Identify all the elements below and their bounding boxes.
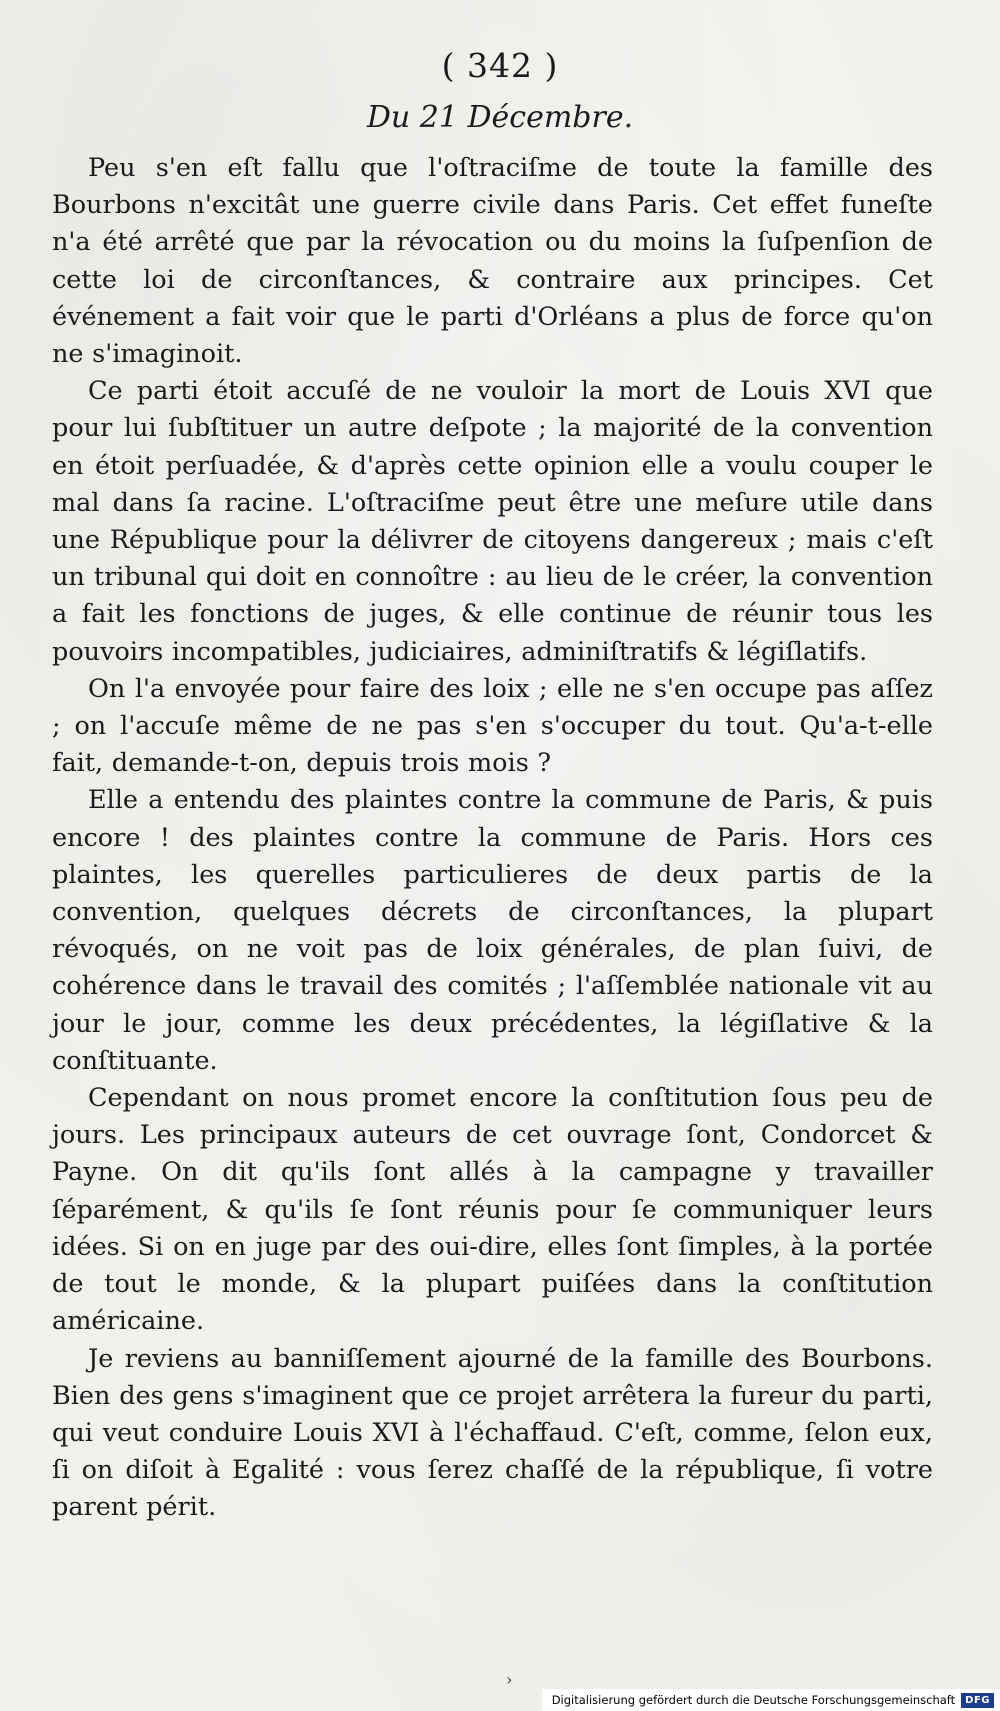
paragraph: Elle a entendu des plaintes contre la commune de Paris, & puis encore ! des plaintes contre la commune de Paris. Hors ces plaintes, les querelles particulieres de deux partis de la convention, quelques décrets de circonſtances, la plupart révoqués, on ne voit pas de loix générales, de plan ſuivi, de cohérence dans le travail des comités ; l'aſſemblée nationale vit au jour le jour, comme les deux précédentes, la légiſlative & la conſtituante. <box>52 785 933 1076</box>
paragraph: Ce parti étoit accuſé de ne vouloir la mort de Louis XVI que pour lui ſubſtituer un autre deſpote ; la majorité de la convention en étoit perſuadée, & d'après cette opinion elle a voulu couper le mal dans ſa racine. L'oſtraciſme peut être une meſure utile dans une République pour la délivrer de citoyens dangereux ; mais c'eſt un tribunal qui doit en connoître : au lieu de le créer, la convention a fait les fonctions de juges, & elle continue de réunir tous les pouvoirs incompatibles, judiciaires, adminiſtratifs & légiſlatifs. <box>52 376 933 667</box>
paragraph: Peu s'en eſt fallu que l'oſtraciſme de toute la famille des Bourbons n'excitât une guerre civile dans Paris. Cet effet funeſte n'a été arrêté que par la révocation ou du moins la ſuſpenſion de cette loi de circonſtances, & contraire aux principes. Cet événement a fait voir que le parti d'Orléans a plus de force qu'on ne s'imaginoit. <box>52 153 933 370</box>
paragraph: Cependant on nous promet encore la conſtitution ſous peu de jours. Les principaux auteurs de cet ouvrage ſont, Condorcet & Payne. On dit qu'ils ſont allés à la campagne y travailler ſéparément, & qu'ils ſe ſont réunis pour ſe communiquer leurs idées. Si on en juge par des oui-dire, elles ſont ſimples, à la portée de tout le monde, & la plupart puiſées dans la conſtitution américaine. <box>52 1083 933 1337</box>
paragraph: Je reviens au banniſſement ajourné de la famille des Bourbons. Bien des gens s'imaginent que ce projet arrêtera la fureur du parti, qui veut conduire Louis XVI à l'échaffaud. C'eſt, comme, ſelon eux, ſi on diſoit à Egalité : vous ſerez chaſſé de la république, ſi votre parent périt. <box>52 1343 933 1523</box>
digitization-credit <box>542 1689 1000 1711</box>
body-text <box>52 150 933 1527</box>
bottom-mark: › <box>506 1670 513 1689</box>
dfg-logo-icon: DFG <box>961 1693 994 1708</box>
paragraph: On l'a envoyée pour faire des loix ; elle ne s'en occupe pas aſſez ; on l'accuſe même de ne pas s'en s'occuper du tout. Qu'a-t-elle fait, demande-t-on, depuis trois mois ? <box>52 673 933 779</box>
page-number: ( 342 ) <box>441 46 559 85</box>
date-heading: Du 21 Décembre. <box>366 100 634 135</box>
credit-text: Digitalisierung gefördert durch die Deutsche Forschungsgemeinschaft <box>551 1693 956 1707</box>
